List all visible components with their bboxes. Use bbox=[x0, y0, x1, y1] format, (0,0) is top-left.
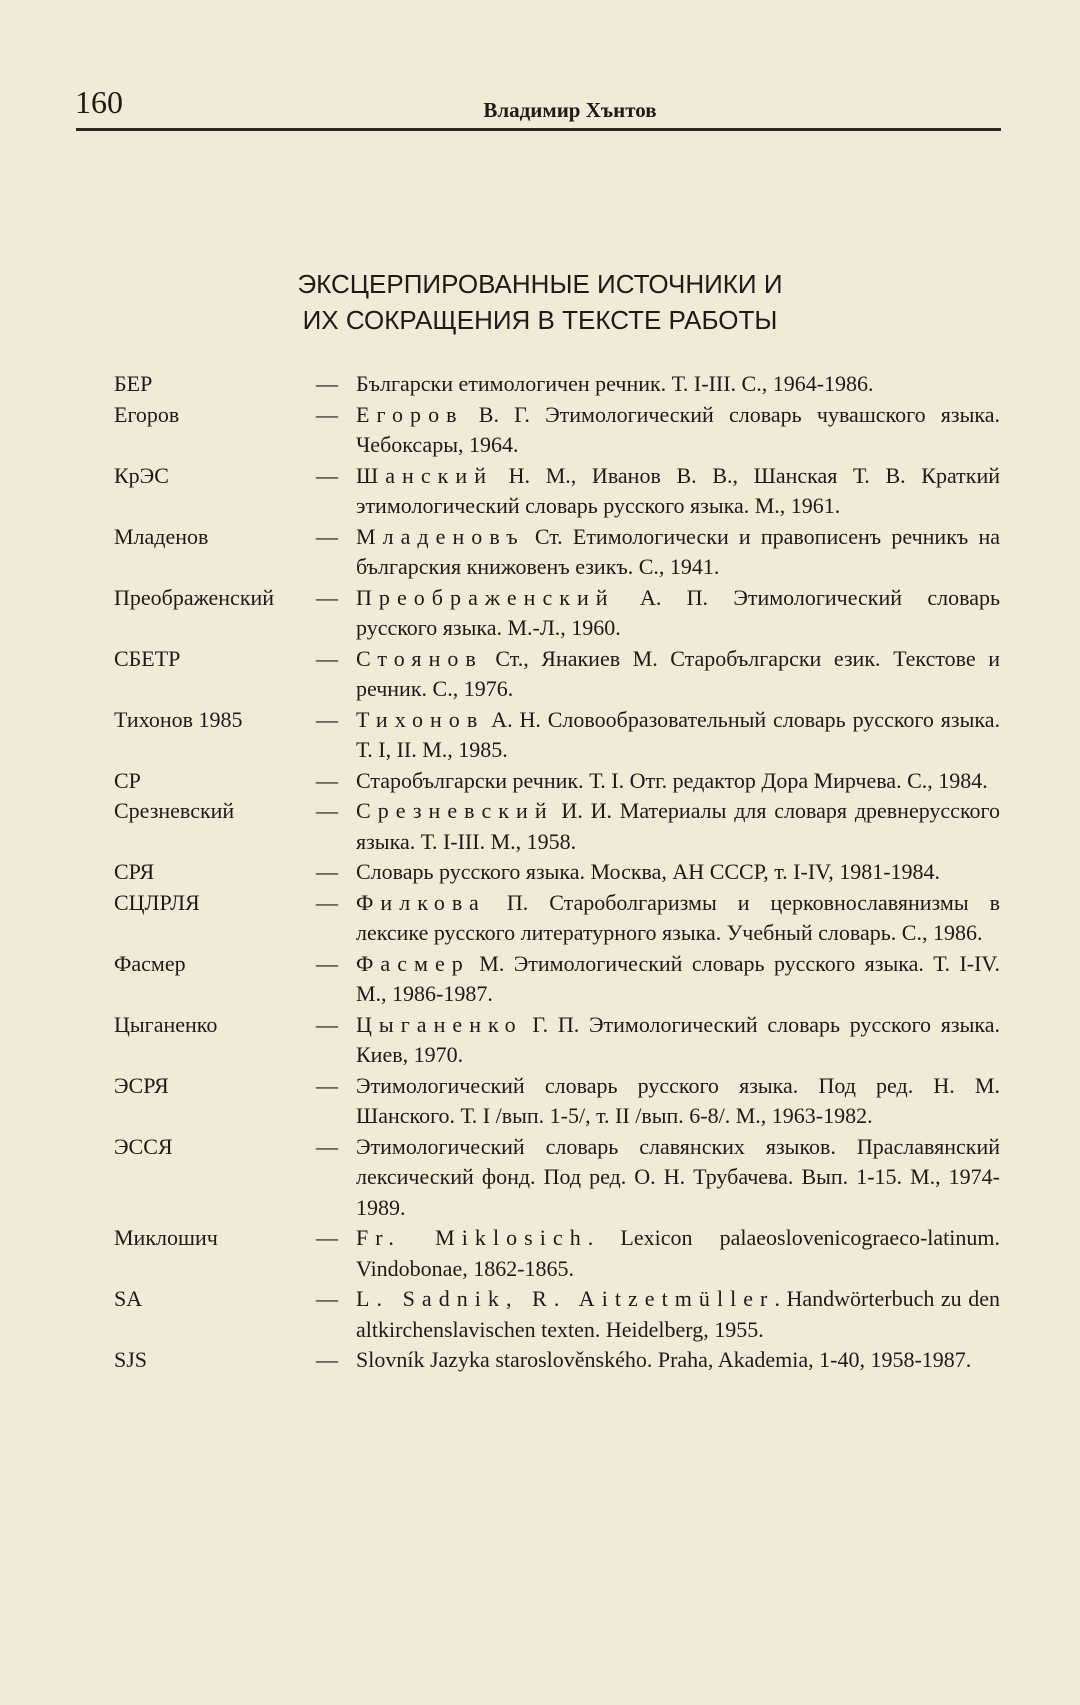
entry-abbreviation: Егоров bbox=[114, 401, 180, 427]
entry-author: Преображенский bbox=[356, 584, 615, 610]
entry-text: Словарь русского языка. Москва, АН СССР, т. I-IV, 1981-1984. bbox=[356, 859, 941, 884]
entry-text: Этимологический словарь русского языка. Под ред. Н. М. Шанского. Т. I /вып. 1-5/, т. II /вып. 6-8/. М., 1963-1982. bbox=[356, 1072, 1000, 1128]
entry-text: Български етимологичен речник. Т. I-III. С., 1964-1986. bbox=[356, 371, 874, 396]
entry-dash: — bbox=[316, 584, 338, 610]
entry-source bbox=[356, 1071, 1000, 1132]
entry-author: L. Sadnik, R. Aitzetmüller bbox=[356, 1286, 775, 1311]
entry-author: Срезневский bbox=[356, 798, 554, 823]
entry-dash: — bbox=[316, 859, 338, 884]
entry-source bbox=[356, 583, 1000, 644]
entry-text: Ст. Етимологически и правописенъ речникъ на българския книжовенъ езикъ. С., 1941. bbox=[356, 523, 1000, 579]
entry-source bbox=[356, 796, 1000, 857]
entry-dash: — bbox=[316, 706, 338, 732]
entry-source bbox=[356, 766, 1000, 797]
list-entry bbox=[0, 522, 1080, 583]
entry-source bbox=[356, 400, 1000, 461]
page-number: 160 bbox=[75, 84, 123, 120]
entry-author: Егоров bbox=[356, 401, 464, 427]
entry-abbreviation: Тихонов 1985 bbox=[114, 706, 243, 732]
entry-dash: — bbox=[316, 1286, 338, 1311]
entry-text: Этимологический словарь славянских языков. Праславянский лексический фонд. Под ред. О. Н. Трубачева. Вып. 1-15. М., 1974-1989. bbox=[356, 1133, 1000, 1220]
entry-text: . Handwörterbuch zu den altkirchenslavischen texten. Heidelberg, 1955. bbox=[356, 1286, 1000, 1342]
entry-author: Fr. Miklosich bbox=[356, 1225, 588, 1250]
entry-dash: — bbox=[316, 950, 338, 976]
entry-source bbox=[356, 857, 1000, 888]
entry-text: Г. П. Этимологический словарь русского языка. Киев, 1970. bbox=[356, 1011, 1000, 1067]
entry-abbreviation: СБЕТР bbox=[114, 645, 181, 671]
section-title-line-2: ИХ СОКРАЩЕНИЯ В ТЕКСТЕ РАБОТЫ bbox=[302, 305, 778, 335]
list-entry bbox=[0, 400, 1080, 461]
entry-author: Цыганенко bbox=[356, 1011, 523, 1037]
entry-dash: — bbox=[316, 767, 338, 793]
entry-text: Старобългарски речник. Т. I. Отг. редактор Дора Мирчева. С., 1984. bbox=[356, 767, 988, 793]
entry-text: А. П. Этимологический словарь русского языка. М.-Л., 1960. bbox=[356, 584, 1000, 640]
section-title bbox=[0, 266, 1080, 338]
entry-text: Slovník Jazyka staroslověnského. Praha, Akademia, 1-40, 1958-1987. bbox=[356, 1347, 972, 1372]
list-entry bbox=[0, 1071, 1080, 1132]
list-entry bbox=[0, 1223, 1080, 1284]
list-entry bbox=[0, 1345, 1080, 1376]
section-title-line-1: ЭКСЦЕРПИРОВАННЫЕ ИСТОЧНИКИ И bbox=[297, 269, 783, 299]
entry-source bbox=[356, 461, 1000, 522]
entry-abbreviation: БЕР bbox=[114, 371, 153, 396]
entry-dash: — bbox=[316, 889, 338, 915]
list-entry bbox=[0, 857, 1080, 888]
entry-dash: — bbox=[316, 1225, 338, 1250]
entry-dash: — bbox=[316, 1011, 338, 1037]
list-entry bbox=[0, 888, 1080, 949]
entry-dash: — bbox=[316, 371, 338, 396]
entry-author: Стоянов bbox=[356, 645, 483, 671]
entry-abbreviation: Срезневский bbox=[114, 798, 235, 823]
list-entry bbox=[0, 583, 1080, 644]
entry-author: Филкова bbox=[356, 889, 486, 915]
entry-abbreviation: СР bbox=[114, 767, 141, 793]
entry-dash: — bbox=[316, 1347, 338, 1372]
entry-author: Тихонов bbox=[356, 706, 485, 732]
entry-source bbox=[356, 949, 1000, 1010]
entry-abbreviation: SA bbox=[114, 1286, 143, 1311]
entry-source bbox=[356, 644, 1000, 705]
entry-abbreviation: SJS bbox=[114, 1347, 148, 1372]
entry-source bbox=[356, 705, 1000, 766]
entry-text: П. Староболгаризмы и церковнославянизмы в лексике русского литературного языка. Учебный словарь. С., 1986. bbox=[356, 889, 1000, 945]
entry-dash: — bbox=[316, 1072, 338, 1098]
entry-abbreviation: СРЯ bbox=[114, 859, 155, 884]
entry-dash: — bbox=[316, 798, 338, 823]
entry-source bbox=[356, 522, 1000, 583]
entry-author: Младеновъ bbox=[356, 523, 525, 549]
entry-source bbox=[356, 1010, 1000, 1071]
entry-source bbox=[356, 1284, 1000, 1345]
entry-text: М. Этимологический словарь русского языка. Т. I-IV. М., 1986-1987. bbox=[356, 950, 1000, 1006]
running-head: Владимир Хънтов bbox=[483, 98, 657, 122]
entry-text: А. Н. Словообразовательный словарь русского языка. Т. I, II. М., 1985. bbox=[356, 706, 1000, 762]
entry-text: Ст., Янакиев М. Старобългарски език. Текстове и речник. С., 1976. bbox=[356, 645, 1000, 701]
header-rule bbox=[76, 128, 1001, 131]
list-entry bbox=[0, 1010, 1080, 1071]
entry-source bbox=[356, 1345, 1000, 1376]
entry-source bbox=[356, 1132, 1000, 1224]
list-entry bbox=[0, 644, 1080, 705]
list-entry bbox=[0, 461, 1080, 522]
list-entry bbox=[0, 705, 1080, 766]
entry-abbreviation: СЦЛРЛЯ bbox=[114, 889, 200, 915]
entry-dash: — bbox=[316, 1133, 338, 1159]
entry-abbreviation: КрЭС bbox=[114, 462, 169, 488]
list-entry bbox=[0, 369, 1080, 400]
list-entry bbox=[0, 766, 1080, 797]
entry-source bbox=[356, 888, 1000, 949]
entry-dash: — bbox=[316, 523, 338, 549]
entry-text: . Lexicon palaeoslovenicograeco-latinum. Vindobonae, 1862-1865. bbox=[356, 1225, 1001, 1281]
entry-text: И. И. Материалы для словаря древнерусского языка. Т. I-III. М., 1958. bbox=[356, 798, 1000, 854]
entry-author: Шанский bbox=[356, 462, 494, 488]
entry-text: Н. М., Иванов В. В., Шанская Т. В. Краткий этимологический словарь русского языка. М., 1961. bbox=[356, 462, 1000, 518]
entry-abbreviation: Цыганенко bbox=[114, 1011, 218, 1037]
entry-text: В. Г. Этимологический словарь чувашского языка. Чебоксары, 1964. bbox=[356, 401, 1000, 457]
list-entry bbox=[0, 1284, 1080, 1345]
list-entry bbox=[0, 1132, 1080, 1224]
entry-author: Фасмер bbox=[356, 950, 470, 976]
entry-source bbox=[356, 369, 1000, 400]
entry-abbreviation: Преображенский bbox=[114, 584, 275, 610]
entry-abbreviation: Фасмер bbox=[114, 950, 186, 976]
entry-abbreviation: ЭССЯ bbox=[114, 1133, 173, 1159]
entry-source bbox=[356, 1223, 1000, 1284]
list-entry bbox=[0, 796, 1080, 857]
entry-dash: — bbox=[316, 401, 338, 427]
entry-abbreviation: ЭСРЯ bbox=[114, 1072, 169, 1098]
abbreviations-list bbox=[0, 369, 1080, 1376]
entry-abbreviation: Миклошич bbox=[114, 1225, 218, 1250]
entry-dash: — bbox=[316, 462, 338, 488]
entry-abbreviation: Младенов bbox=[114, 523, 209, 549]
entry-dash: — bbox=[316, 645, 338, 671]
list-entry bbox=[0, 949, 1080, 1010]
